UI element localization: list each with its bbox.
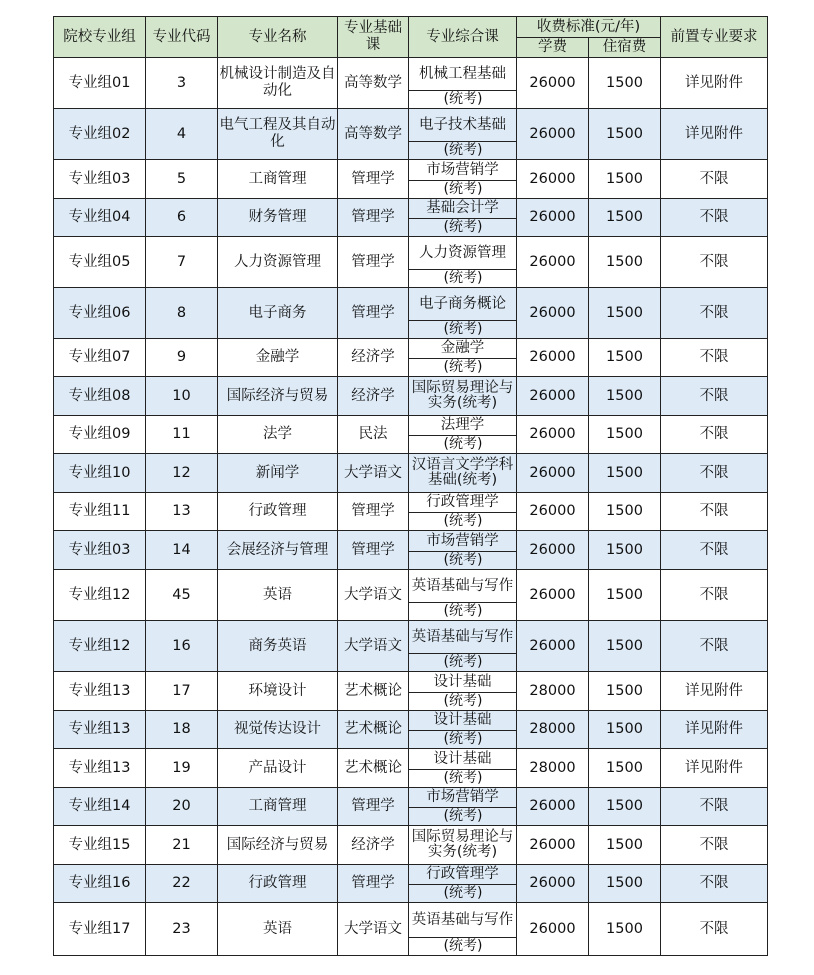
header-comprehensive-course: 专业综合课	[409, 17, 517, 58]
cell-major-name: 电气工程及其自动化	[218, 109, 338, 160]
cell-tuition: 26000	[517, 160, 589, 199]
cell-basic-course: 经济学	[338, 377, 409, 416]
header-tuition: 学费	[517, 38, 589, 58]
cell-basic-course: 艺术概论	[338, 749, 409, 788]
cell-lodging: 1500	[589, 672, 661, 711]
cell-basic-course: 高等数学	[338, 58, 409, 109]
table-row	[54, 531, 768, 570]
exam-note: (统考)	[409, 602, 517, 620]
cell-code: 21	[146, 826, 218, 865]
cell-major-name: 行政管理	[218, 493, 338, 531]
cell-group: 专业组17	[54, 903, 146, 956]
cell-code: 17	[146, 672, 218, 711]
course-name: 国际贸易理论与实务(统考)	[411, 829, 514, 860]
cell-comprehensive-course	[409, 749, 517, 788]
cell-major-name: 法学	[218, 416, 338, 454]
cell-basic-course: 大学语文	[338, 570, 409, 621]
exam-note: (统考)	[409, 730, 517, 748]
cell-requirement: 不限	[661, 570, 768, 621]
header-fee-standard: 收费标准(元/年)	[517, 17, 661, 38]
cell-code: 22	[146, 865, 218, 903]
cell-basic-course: 经济学	[338, 339, 409, 377]
cell-tuition: 26000	[517, 531, 589, 570]
cell-lodging: 1500	[589, 531, 661, 570]
cell-tuition: 28000	[517, 749, 589, 788]
cell-group: 专业组10	[54, 454, 146, 493]
table-row	[54, 288, 768, 339]
cell-lodging: 1500	[589, 788, 661, 826]
table-row	[54, 711, 768, 749]
cell-code: 13	[146, 493, 218, 531]
cell-lodging: 1500	[589, 160, 661, 199]
cell-basic-course: 管理学	[338, 493, 409, 531]
cell-basic-course: 管理学	[338, 788, 409, 826]
cell-basic-course: 管理学	[338, 288, 409, 339]
exam-note: (统考)	[409, 884, 517, 902]
cell-group: 专业组12	[54, 570, 146, 621]
cell-group: 专业组06	[54, 288, 146, 339]
cell-lodging: 1500	[589, 339, 661, 377]
course-name: 英语基础与写作	[411, 911, 514, 928]
cell-major-name: 英语	[218, 570, 338, 621]
cell-tuition: 28000	[517, 711, 589, 749]
cell-comprehensive-course	[409, 199, 517, 237]
cell-lodging: 1500	[589, 288, 661, 339]
cell-code: 10	[146, 377, 218, 416]
cell-tuition: 26000	[517, 288, 589, 339]
cell-tuition: 26000	[517, 493, 589, 531]
exam-note: (统考)	[409, 90, 517, 108]
course-name: 行政管理学	[426, 866, 499, 882]
cell-code: 12	[146, 454, 218, 493]
cell-major-name: 电子商务	[218, 288, 338, 339]
course-name: 法理学	[440, 417, 485, 433]
cell-comprehensive-course	[409, 58, 517, 109]
cell-group: 专业组15	[54, 826, 146, 865]
cell-group: 专业组04	[54, 199, 146, 237]
cell-requirement: 不限	[661, 826, 768, 865]
cell-code: 11	[146, 416, 218, 454]
cell-lodging: 1500	[589, 826, 661, 865]
cell-basic-course: 管理学	[338, 865, 409, 903]
cell-major-name: 金融学	[218, 339, 338, 377]
cell-requirement: 不限	[661, 199, 768, 237]
cell-major-name: 视觉传达设计	[218, 711, 338, 749]
cell-group: 专业组01	[54, 58, 146, 109]
cell-tuition: 26000	[517, 109, 589, 160]
exam-note: (统考)	[409, 435, 517, 453]
table-row	[54, 58, 768, 109]
header-group: 院校专业组	[54, 17, 146, 58]
cell-group: 专业组07	[54, 339, 146, 377]
cell-code: 4	[146, 109, 218, 160]
cell-basic-course: 管理学	[338, 199, 409, 237]
cell-requirement: 不限	[661, 531, 768, 570]
exam-note: (统考)	[409, 937, 517, 955]
cell-basic-course: 高等数学	[338, 109, 409, 160]
cell-basic-course: 大学语文	[338, 454, 409, 493]
cell-major-name: 行政管理	[218, 865, 338, 903]
exam-note: (统考)	[409, 551, 517, 569]
cell-comprehensive-course	[409, 788, 517, 826]
course-name: 行政管理学	[426, 494, 499, 510]
exam-note: (统考)	[409, 358, 517, 376]
exam-note: (统考)	[409, 512, 517, 530]
cell-code: 16	[146, 621, 218, 672]
cell-lodging: 1500	[589, 199, 661, 237]
table-row	[54, 749, 768, 788]
header-requirement: 前置专业要求	[661, 17, 768, 58]
cell-requirement: 不限	[661, 903, 768, 956]
cell-basic-course: 管理学	[338, 531, 409, 570]
course-name: 基础会计学	[426, 200, 499, 216]
cell-code: 5	[146, 160, 218, 199]
cell-major-name: 产品设计	[218, 749, 338, 788]
cell-requirement: 不限	[661, 237, 768, 288]
cell-basic-course: 艺术概论	[338, 711, 409, 749]
cell-lodging: 1500	[589, 416, 661, 454]
cell-requirement: 不限	[661, 788, 768, 826]
cell-code: 7	[146, 237, 218, 288]
cell-lodging: 1500	[589, 58, 661, 109]
cell-tuition: 26000	[517, 339, 589, 377]
table-row	[54, 237, 768, 288]
cell-major-name: 英语	[218, 903, 338, 956]
cell-code: 45	[146, 570, 218, 621]
cell-requirement: 不限	[661, 416, 768, 454]
cell-tuition: 26000	[517, 788, 589, 826]
header-lodging: 住宿费	[589, 38, 661, 58]
cell-requirement: 不限	[661, 377, 768, 416]
cell-basic-course: 民法	[338, 416, 409, 454]
cell-lodging: 1500	[589, 711, 661, 749]
cell-tuition: 26000	[517, 826, 589, 865]
cell-basic-course: 管理学	[338, 160, 409, 199]
course-name: 人力资源管理	[419, 244, 506, 261]
exam-note: (统考)	[409, 269, 517, 287]
course-name: 设计基础	[433, 750, 492, 767]
cell-code: 23	[146, 903, 218, 956]
table-row	[54, 672, 768, 711]
cell-lodging: 1500	[589, 621, 661, 672]
cell-major-name: 机械设计制造及自动化	[218, 58, 338, 109]
course-name: 电子商务概论	[419, 295, 506, 312]
exam-note: (统考)	[409, 218, 517, 236]
cell-code: 3	[146, 58, 218, 109]
cell-comprehensive-course	[409, 288, 517, 339]
cell-tuition: 26000	[517, 237, 589, 288]
cell-tuition: 26000	[517, 454, 589, 493]
course-name: 国际贸易理论与实务(统考)	[411, 380, 514, 411]
course-name: 市场营销学	[426, 161, 499, 178]
cell-lodging: 1500	[589, 454, 661, 493]
cell-group: 专业组16	[54, 865, 146, 903]
cell-comprehensive-course	[409, 672, 517, 711]
cell-lodging: 1500	[589, 903, 661, 956]
cell-code: 6	[146, 199, 218, 237]
course-name: 设计基础	[433, 673, 492, 690]
table-row	[54, 903, 768, 956]
cell-requirement: 详见附件	[661, 749, 768, 788]
exam-note: (统考)	[409, 180, 517, 198]
cell-code: 20	[146, 788, 218, 826]
cell-tuition: 26000	[517, 58, 589, 109]
table-row	[54, 788, 768, 826]
cell-group: 专业组13	[54, 749, 146, 788]
cell-comprehensive-course	[409, 377, 517, 416]
cell-group: 专业组05	[54, 237, 146, 288]
course-name: 设计基础	[433, 712, 492, 728]
cell-lodging: 1500	[589, 570, 661, 621]
cell-requirement: 不限	[661, 339, 768, 377]
table-row	[54, 416, 768, 454]
exam-note: (统考)	[409, 320, 517, 338]
cell-group: 专业组13	[54, 672, 146, 711]
cell-requirement: 详见附件	[661, 58, 768, 109]
table-row	[54, 570, 768, 621]
cell-major-name: 新闻学	[218, 454, 338, 493]
cell-requirement: 不限	[661, 160, 768, 199]
cell-major-name: 工商管理	[218, 788, 338, 826]
course-name: 市场营销学	[426, 532, 499, 549]
cell-comprehensive-course	[409, 570, 517, 621]
cell-code: 9	[146, 339, 218, 377]
table-row	[54, 826, 768, 865]
cell-tuition: 26000	[517, 377, 589, 416]
cell-requirement: 不限	[661, 288, 768, 339]
cell-requirement: 不限	[661, 621, 768, 672]
cell-comprehensive-course	[409, 160, 517, 199]
exam-note: (统考)	[409, 692, 517, 710]
cell-group: 专业组03	[54, 160, 146, 199]
cell-lodging: 1500	[589, 237, 661, 288]
course-name: 汉语言文学学科基础(统考)	[411, 457, 514, 488]
cell-requirement: 详见附件	[661, 672, 768, 711]
cell-group: 专业组03	[54, 531, 146, 570]
table-row	[54, 160, 768, 199]
cell-basic-course: 大学语文	[338, 903, 409, 956]
cell-tuition: 26000	[517, 865, 589, 903]
cell-group: 专业组14	[54, 788, 146, 826]
cell-group: 专业组08	[54, 377, 146, 416]
fee-table	[53, 16, 768, 956]
cell-basic-course: 艺术概论	[338, 672, 409, 711]
cell-comprehensive-course	[409, 531, 517, 570]
cell-tuition: 26000	[517, 416, 589, 454]
cell-group: 专业组09	[54, 416, 146, 454]
table-row	[54, 339, 768, 377]
cell-major-name: 国际经济与贸易	[218, 826, 338, 865]
cell-major-name: 工商管理	[218, 160, 338, 199]
cell-requirement: 详见附件	[661, 711, 768, 749]
cell-comprehensive-course	[409, 454, 517, 493]
cell-basic-course: 大学语文	[338, 621, 409, 672]
table-row	[54, 865, 768, 903]
course-name: 机械工程基础	[419, 65, 506, 82]
exam-note: (统考)	[409, 769, 517, 787]
course-name: 金融学	[440, 340, 485, 356]
cell-requirement: 不限	[661, 493, 768, 531]
exam-note: (统考)	[409, 653, 517, 671]
cell-comprehensive-course	[409, 237, 517, 288]
cell-comprehensive-course	[409, 865, 517, 903]
cell-lodging: 1500	[589, 493, 661, 531]
exam-note: (统考)	[409, 807, 517, 825]
cell-comprehensive-course	[409, 109, 517, 160]
cell-lodging: 1500	[589, 749, 661, 788]
table-row	[54, 109, 768, 160]
cell-comprehensive-course	[409, 339, 517, 377]
table-row	[54, 377, 768, 416]
cell-code: 19	[146, 749, 218, 788]
cell-tuition: 26000	[517, 621, 589, 672]
header-code: 专业代码	[146, 17, 218, 58]
course-name: 英语基础与写作	[411, 577, 514, 594]
cell-requirement: 不限	[661, 865, 768, 903]
cell-lodging: 1500	[589, 109, 661, 160]
cell-lodging: 1500	[589, 377, 661, 416]
cell-requirement: 详见附件	[661, 109, 768, 160]
cell-group: 专业组12	[54, 621, 146, 672]
course-name: 市场营销学	[426, 789, 499, 805]
cell-group: 专业组13	[54, 711, 146, 749]
table-row	[54, 621, 768, 672]
cell-major-name: 商务英语	[218, 621, 338, 672]
table-row	[54, 199, 768, 237]
course-name: 英语基础与写作	[411, 628, 514, 645]
cell-comprehensive-course	[409, 416, 517, 454]
cell-basic-course: 管理学	[338, 237, 409, 288]
cell-tuition: 26000	[517, 199, 589, 237]
cell-tuition: 26000	[517, 570, 589, 621]
cell-tuition: 26000	[517, 903, 589, 956]
cell-code: 14	[146, 531, 218, 570]
cell-group: 专业组02	[54, 109, 146, 160]
cell-comprehensive-course	[409, 621, 517, 672]
cell-code: 18	[146, 711, 218, 749]
table-row	[54, 493, 768, 531]
cell-major-name: 会展经济与管理	[218, 531, 338, 570]
course-name: 电子技术基础	[419, 116, 506, 133]
header-name: 专业名称	[218, 17, 338, 58]
exam-note: (统考)	[409, 141, 517, 159]
cell-group: 专业组11	[54, 493, 146, 531]
cell-major-name: 财务管理	[218, 199, 338, 237]
cell-comprehensive-course	[409, 711, 517, 749]
cell-comprehensive-course	[409, 903, 517, 956]
cell-tuition: 28000	[517, 672, 589, 711]
cell-requirement: 不限	[661, 454, 768, 493]
cell-comprehensive-course	[409, 826, 517, 865]
cell-code: 8	[146, 288, 218, 339]
cell-comprehensive-course	[409, 493, 517, 531]
table-row	[54, 454, 768, 493]
cell-major-name: 国际经济与贸易	[218, 377, 338, 416]
cell-lodging: 1500	[589, 865, 661, 903]
header-basic-course: 专业基础课	[338, 17, 409, 58]
cell-major-name: 人力资源管理	[218, 237, 338, 288]
cell-basic-course: 经济学	[338, 826, 409, 865]
cell-major-name: 环境设计	[218, 672, 338, 711]
